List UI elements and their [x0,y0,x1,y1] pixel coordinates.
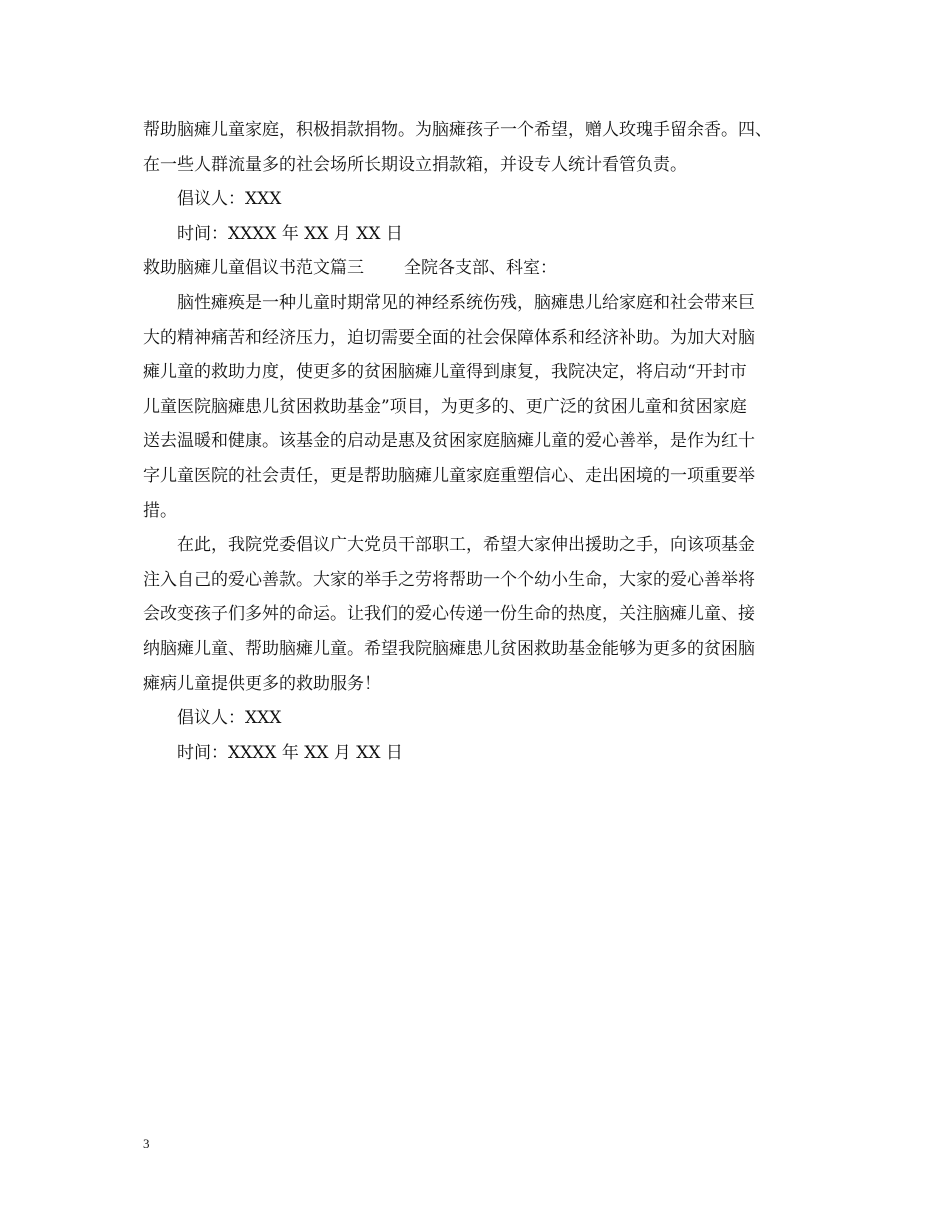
body-text-line: 在一些人群流量多的社会场所长期设立捐款箱，并设专人统计看管负责。 [143,154,687,175]
body-text-line: 在此，我院党委倡议广大党员干部职工，希望大家伸出援助之手，向该项基金 [177,535,755,556]
body-text-line: 瘫病儿童提供更多的救助服务！ [143,673,381,694]
section-heading-line [143,251,823,286]
body-text-line: 措。 [143,500,177,521]
body-text-line: 瘫儿童的救助力度，使更多的贫困脑瘫儿童得到康复，我院决定，将启动“开封市 [143,362,747,383]
date-line: 时间：XXXX 年 XX 月 XX 日 [177,223,403,244]
section-title: 救助脑瘫儿童倡议书范文篇三 [143,258,364,279]
body-text-line: 注入自己的爱心善款。大家的举手之劳将帮助一个个幼小生命，大家的爱心善举将 [143,569,755,590]
document-body [143,113,823,770]
signer-line: 倡议人：XXX [177,708,282,729]
body-text-line: 字儿童医院的社会责任，更是帮助脑瘫儿童家庭重塑信心、走出困境的一项重要举 [143,465,755,486]
signer-line: 倡议人：XXX [177,189,282,210]
page-number: 3 [143,1136,150,1151]
body-text-line: 大的精神痛苦和经济压力，迫切需要全面的社会保障体系和经济补助。为加大对脑 [143,327,755,348]
body-text-line: 儿童医院脑瘫患儿贫困救助基金”项目，为更多的、更广泛的贫困儿童和贫困家庭 [143,396,747,417]
body-text-line: 纳脑瘫儿童、帮助脑瘫儿童。希望我院脑瘫患儿贫困救助基金能够为更多的贫困脑 [143,638,755,659]
body-text-line: 会改变孩子们多舛的命运。让我们的爱心传递一份生命的热度，关注脑瘫儿童、接 [143,604,755,625]
addressee: 全院各支部、科室： [404,258,557,279]
date-line: 时间：XXXX 年 XX 月 XX 日 [177,742,403,763]
body-text-line: 帮助脑瘫儿童家庭，积极捐款捐物。为脑瘫孩子一个希望，赠人玫瑰手留余香。四、 [143,120,772,140]
body-text-line: 送去温暖和健康。该基金的启动是惠及贫困家庭脑瘫儿童的爱心善举，是作为红十 [143,431,755,452]
body-text-line: 脑性瘫痪是一种儿童时期常见的神经系统伤残，脑瘫患儿给家庭和社会带来巨 [177,292,755,313]
